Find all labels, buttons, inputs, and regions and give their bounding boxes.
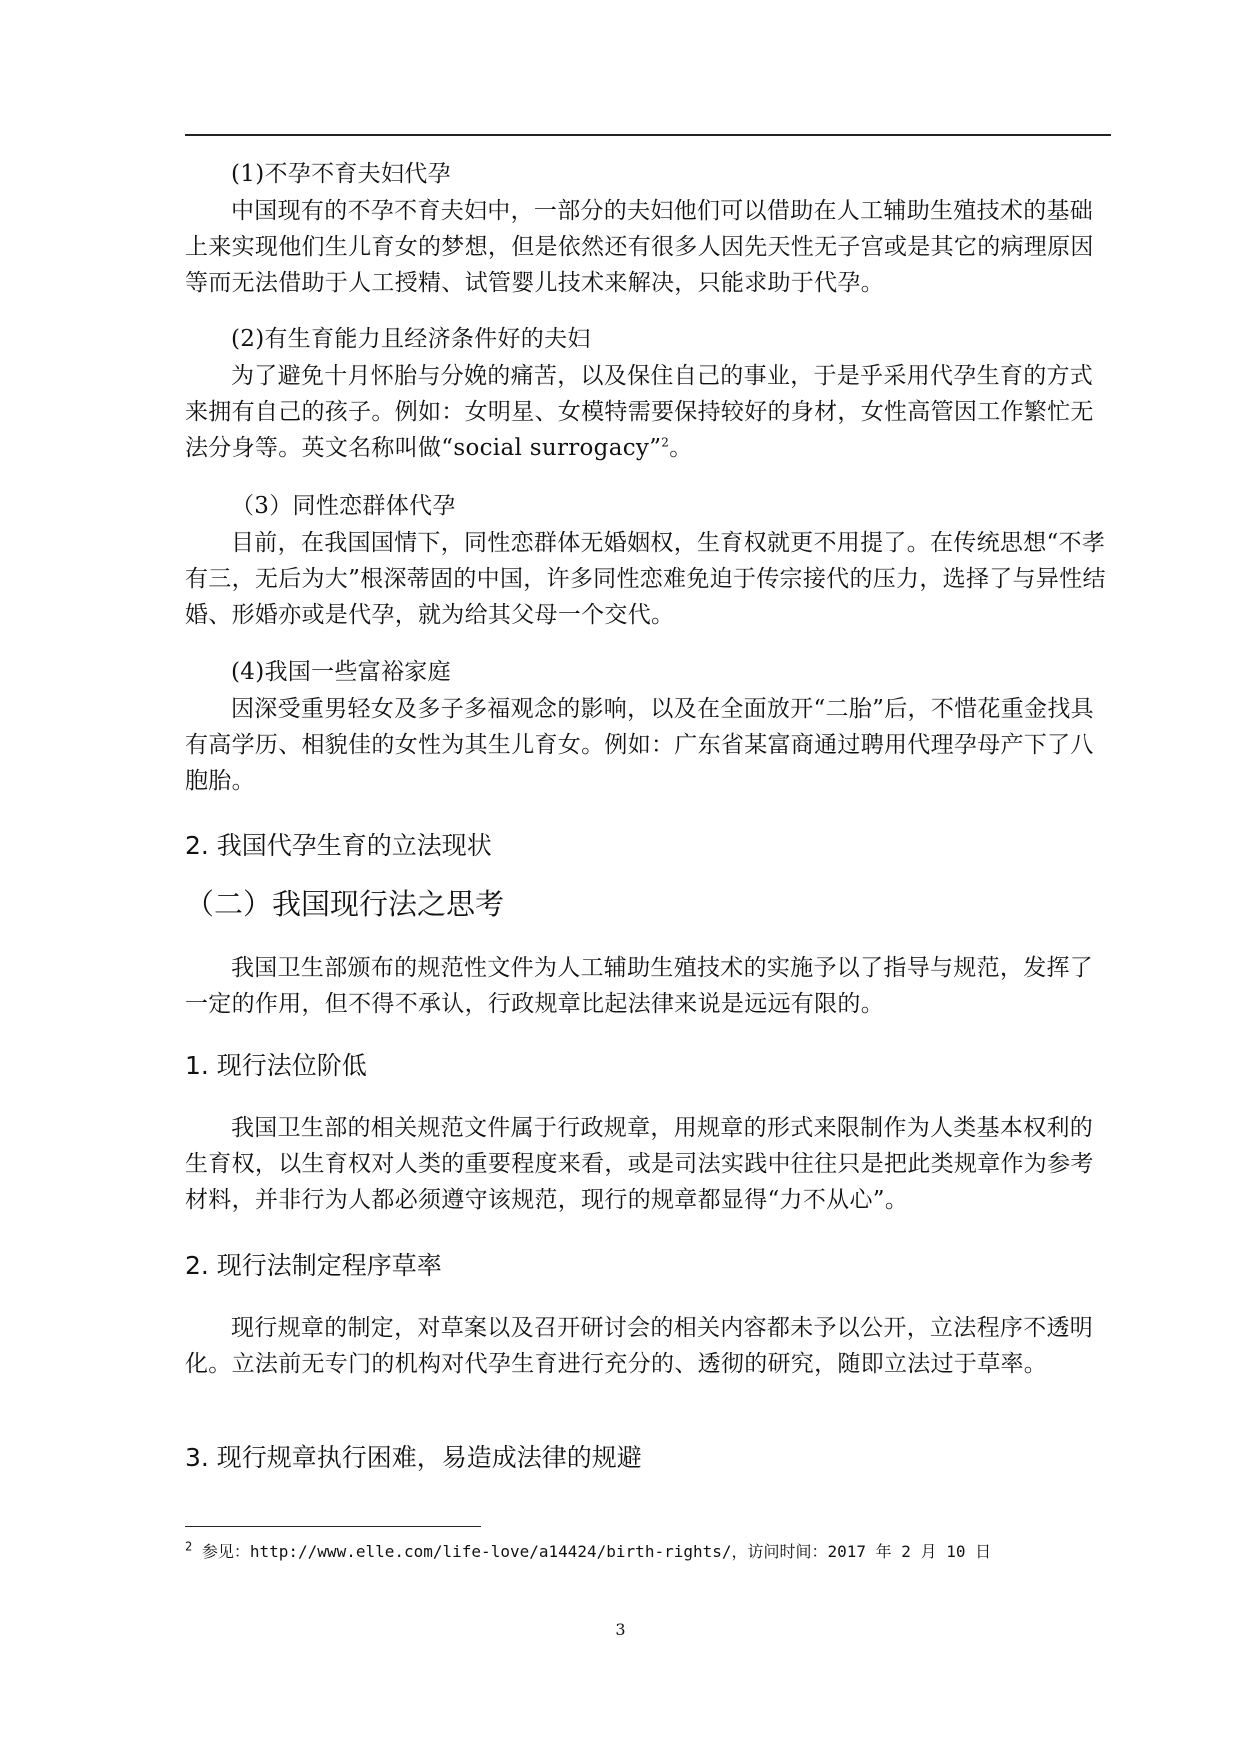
footnote-text: 参见：http://www.elle.com/life-love/a14424/birth-rights/，访问时间：2017 年 2 月 10 日: [192, 1542, 992, 1561]
footnote: [185, 1540, 1111, 1564]
item-1-title: (1)不孕不育夫妇代孕: [231, 161, 451, 187]
item-1-text: 中国现有的不孕不育夫妇中，一部分的夫妇他们可以借助在人工辅助生殖技术的基础上来实现他们生儿育女的梦想，但是依然还有很多人因先天性无子宫或是其它的病理原因等而无法借助于人工授精、试管婴儿技术来解决，只能求助于代孕。: [185, 198, 1094, 296]
subsection-1-text: 我国卫生部的相关规范文件属于行政规章，用规章的形式来限制作为人类基本权利的生育权，以生育权对人类的重要程度来看，或是司法实践中往往只是把此类规章作为参考材料，并非行为人都必须遵守该规范，现行的规章都显得“力不从心”。: [185, 1115, 1094, 1213]
footnote-reference[interactable]: 2: [661, 435, 670, 450]
footnote-rule: [185, 1526, 481, 1527]
section-intro: 我国卫生部颁布的规范性文件为人工辅助生殖技术的实施予以了指导与规范，发挥了一定的作用，但不得不承认，行政规章比起法律来说是远远有限的。: [185, 955, 1094, 1017]
item-4-text: 因深受重男轻女及多子多福观念的影响，以及在全面放开“二胎”后，不惜花重金找具有高学历、相貌佳的女性为其生儿育女。例如：广东省某富商通过聘用代理孕母产下了八胞胎。: [185, 696, 1094, 794]
subheading-2: 2. 现行法制定程序草率: [185, 1251, 442, 1280]
item-3-text: 目前，在我国国情下，同性恋群体无婚姻权，生育权就更不用提了。在传统思想“不孝有三，无后为大”根深蒂固的中国，许多同性恋难免迫于传宗接代的压力，选择了与异性结婚、形婚亦或是代孕，就为给其父母一个交代。: [185, 530, 1106, 628]
item-2-title: (2)有生育能力且经济条件好的夫妇: [231, 326, 591, 352]
header-rule: [185, 134, 1111, 136]
heading-legislation-status: 2. 我国代孕生育的立法现状: [185, 831, 492, 860]
subheading-3: 3. 现行规章执行困难，易造成法律的规避: [185, 1443, 642, 1472]
item-2-text-end: 。: [669, 435, 693, 461]
subheading-1: 1. 现行法位阶低: [185, 1051, 367, 1080]
footnote-number: 2: [185, 1539, 193, 1554]
section-heading: （二）我国现行法之思考: [185, 887, 505, 921]
page-number: 3: [615, 1620, 626, 1639]
item-4-title: (4)我国一些富裕家庭: [231, 659, 451, 685]
item-2-text: 为了避免十月怀胎与分娩的痛苦，以及保住自己的事业，于是乎采用代孕生育的方式来拥有自己的孩子。例如：女明星、女模特需要保持较好的身材，女性高管因工作繁忙无法分身等。英文名称叫做“social surrogacy”: [185, 363, 1094, 461]
item-2-paragraph: [185, 358, 1111, 466]
item-3-title: （3）同性恋群体代孕: [231, 493, 456, 519]
subsection-2-text: 现行规章的制定，对草案以及召开研讨会的相关内容都未予以公开，立法程序不透明化。立法前无专门的机构对代孕生育进行充分的、透彻的研究，随即立法过于草率。: [185, 1315, 1094, 1377]
